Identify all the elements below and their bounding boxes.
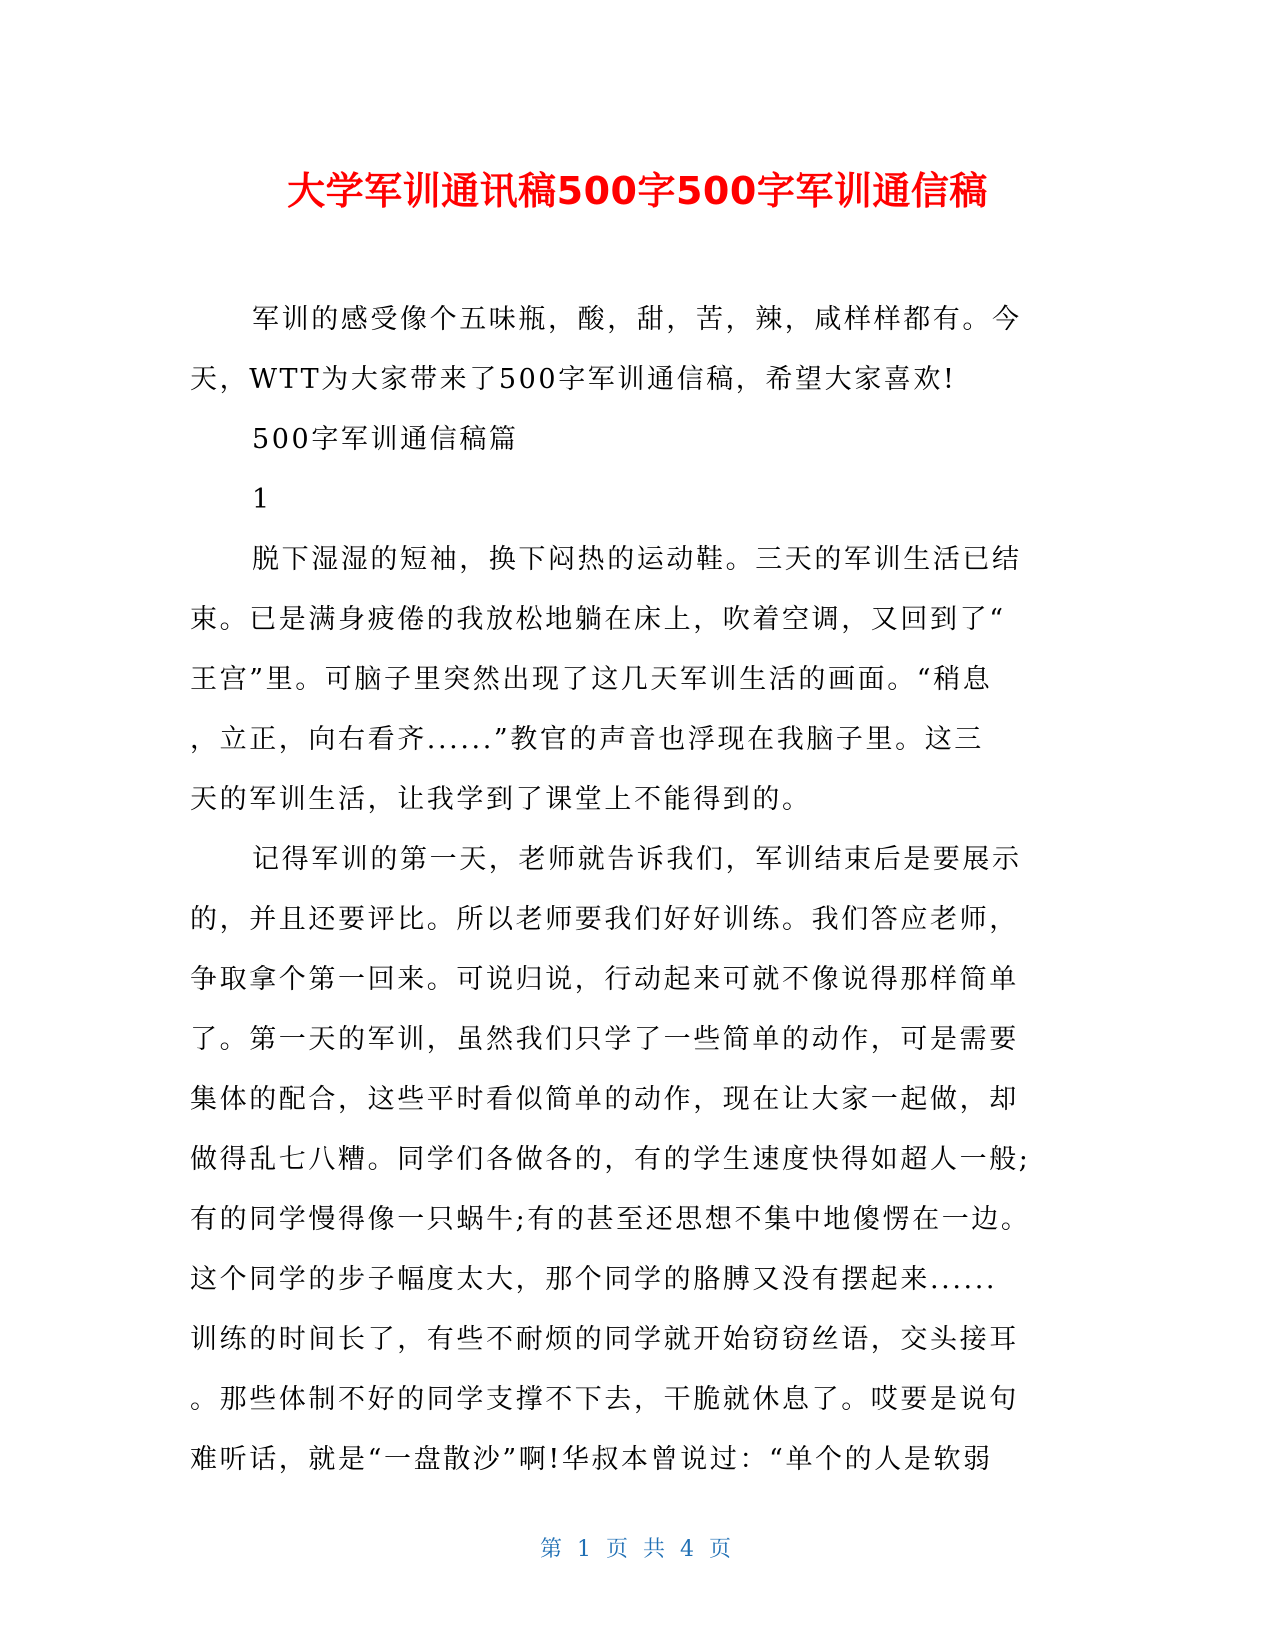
- text-line: 这个同学的步子幅度太大，那个同学的胳膊又没有摆起来......: [190, 1264, 998, 1295]
- text-line: 天，WTT为大家带来了500字军训通信稿，希望大家喜欢!: [190, 364, 957, 395]
- text-line: 集体的配合，这些平时看似简单的动作，现在让大家一起做，却: [190, 1084, 1019, 1115]
- text-line: 军训的感受像个五味瓶，酸，甜，苦，辣，咸样样都有。今: [252, 304, 1022, 335]
- section-heading: 500字军训通信稿篇: [252, 424, 519, 455]
- text-line: 记得军训的第一天，老师就告诉我们，军训结束后是要展示: [252, 844, 1022, 875]
- text-line: 王宫”里。可脑子里突然出现了这几天军训生活的画面。“稍息: [190, 664, 993, 695]
- text-line: 了。第一天的军训，虽然我们只学了一些简单的动作，可是需要: [190, 1024, 1019, 1055]
- text-line: 做得乱七八糟。同学们各做各的，有的学生速度快得如超人一般;: [190, 1144, 1031, 1175]
- document-title: 大学军训通讯稿500字500字军训通信稿: [287, 169, 988, 213]
- section-number: 1: [252, 484, 272, 515]
- text-line: 的，并且还要评比。所以老师要我们好好训练。我们答应老师，: [190, 904, 1019, 935]
- text-line: 束。已是满身疲倦的我放松地躺在床上，吹着空调，又回到了“: [190, 604, 1006, 635]
- page-number-footer: 第 1 页 共 4 页: [540, 1537, 735, 1562]
- text-line: 有的同学慢得像一只蜗牛;有的甚至还思想不集中地傻愣在一边。: [190, 1204, 1031, 1235]
- text-line: 训练的时间长了，有些不耐烦的同学就开始窃窃丝语，交头接耳: [190, 1324, 1019, 1355]
- text-line: 。那些体制不好的同学支撑不下去，干脆就休息了。哎要是说句: [190, 1384, 1019, 1415]
- text-line: 天的军训生活，让我学到了课堂上不能得到的。: [190, 784, 812, 815]
- document-body: [190, 290, 1080, 1490]
- text-line: 脱下湿湿的短袖，换下闷热的运动鞋。三天的军训生活已结: [252, 544, 1022, 575]
- text-line: 争取拿个第一回来。可说归说，行动起来可就不像说得那样简单: [190, 964, 1019, 995]
- text-line: ，立正，向右看齐......”教官的声音也浮现在我脑子里。这三: [190, 724, 984, 755]
- text-line: 难听话，就是“一盘散沙”啊!华叔本曾说过：“单个的人是软弱: [190, 1444, 993, 1475]
